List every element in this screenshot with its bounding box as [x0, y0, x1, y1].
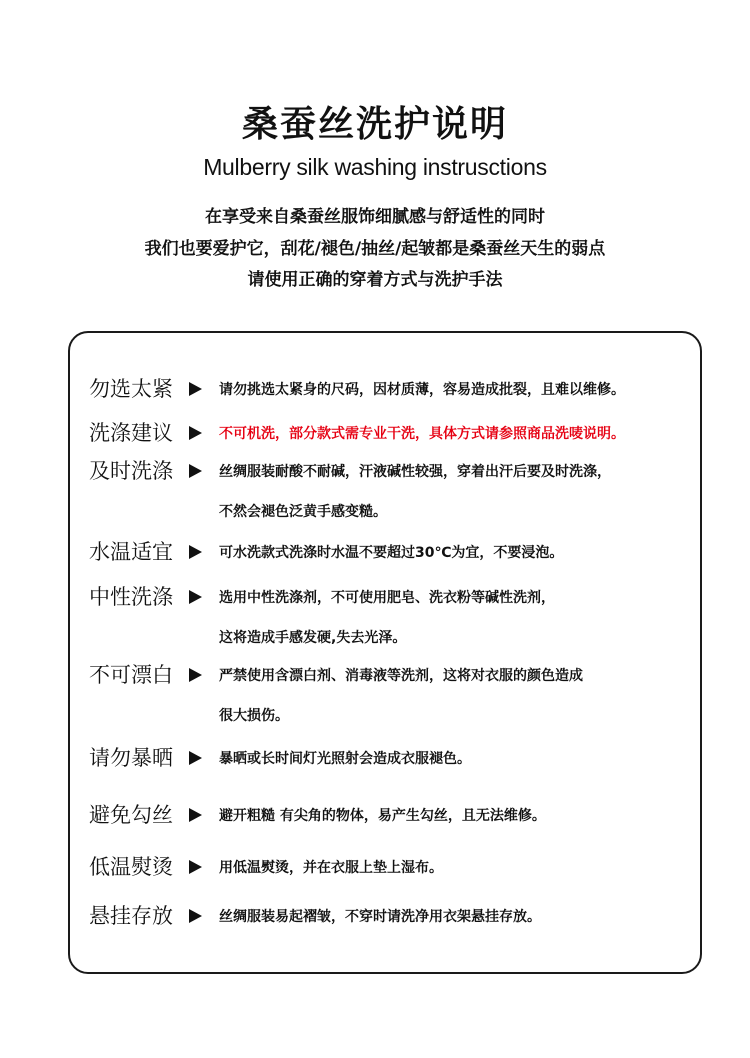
intro-text [0, 202, 750, 297]
intro-line: 我们也要爱护它，刮花/褪色/抽丝/起皱都是桑蚕丝天生的弱点 [144, 238, 606, 259]
description-line: 丝绸服装易起褶皱，不穿时请洗净用衣架悬挂存放。 [219, 909, 541, 925]
care-item-label: 勿选太紧 [89, 377, 173, 401]
care-item-label: 避免勾丝 [89, 803, 173, 827]
intro-line: 在享受来自桑蚕丝服饰细腻感与舒适性的同时 [205, 207, 545, 227]
intro-line: 请使用正确的穿着方式与洗护手法 [247, 270, 503, 290]
description-line: 请勿挑选太紧身的尺码，因材质薄，容易造成批裂，且难以维修。 [219, 382, 625, 398]
description-line: 选用中性洗涤剂，不可使用肥皂、洗衣粉等碱性洗剂， [219, 590, 555, 606]
arrow-right-icon [189, 545, 202, 559]
care-item-label: 中性洗涤 [89, 585, 173, 609]
care-item-label: 水温适宜 [89, 540, 173, 564]
page-title: 桑蚕丝洗护说明 [241, 104, 508, 145]
arrow-right-icon [189, 808, 202, 822]
care-item-label: 请勿暴晒 [89, 746, 173, 770]
arrow-right-icon [189, 751, 202, 765]
care-item-description [219, 452, 611, 532]
arrow-right-icon [189, 860, 202, 874]
care-item-description [219, 533, 563, 573]
care-item-description [219, 897, 541, 937]
arrow-right-icon [189, 464, 202, 478]
care-item-description [219, 656, 583, 736]
description-line: 不可机洗，部分款式需专业干洗，具体方式请参照商品洗唛说明。 [219, 426, 625, 442]
description-line: 避开粗糙 有尖角的物体，易产生勾丝，且无法维修。 [219, 808, 546, 824]
description-line: 很大损伤。 [219, 708, 289, 724]
care-item-description [219, 796, 546, 836]
description-line: 用低温熨烫，并在衣服上垫上湿布。 [219, 860, 443, 876]
description-line: 暴晒或长时间灯光照射会造成衣服褪色。 [219, 751, 471, 767]
arrow-right-icon [189, 382, 202, 396]
arrow-right-icon [189, 426, 202, 440]
description-line: 不然会褪色泛黄手感变糙。 [219, 504, 387, 520]
arrow-right-icon [189, 909, 202, 923]
care-item-description [219, 414, 625, 454]
description-line: 严禁使用含漂白剂、消毒液等洗剂，这将对衣服的颜色造成 [219, 668, 583, 684]
care-item-label: 悬挂存放 [89, 904, 173, 928]
page-subtitle: Mulberry silk washing instrusctions [203, 154, 547, 180]
care-item-description [219, 578, 555, 658]
care-item-description [219, 848, 443, 888]
care-item-label: 低温熨烫 [89, 855, 173, 879]
care-item-label: 不可漂白 [89, 663, 173, 687]
arrow-right-icon [189, 590, 202, 604]
description-line: 可水洗款式洗涤时水温不要超过30℃为宜，不要浸泡。 [219, 545, 564, 561]
care-item-label: 洗涤建议 [89, 421, 173, 445]
care-item-label: 及时洗涤 [89, 459, 173, 483]
description-line: 这将造成手感发硬,失去光泽。 [219, 630, 407, 646]
care-item-description [219, 370, 625, 410]
care-item-description [219, 739, 471, 779]
arrow-right-icon [189, 668, 202, 682]
description-line: 丝绸服装耐酸不耐碱，汗液碱性较强，穿着出汗后要及时洗涤， [219, 464, 611, 480]
